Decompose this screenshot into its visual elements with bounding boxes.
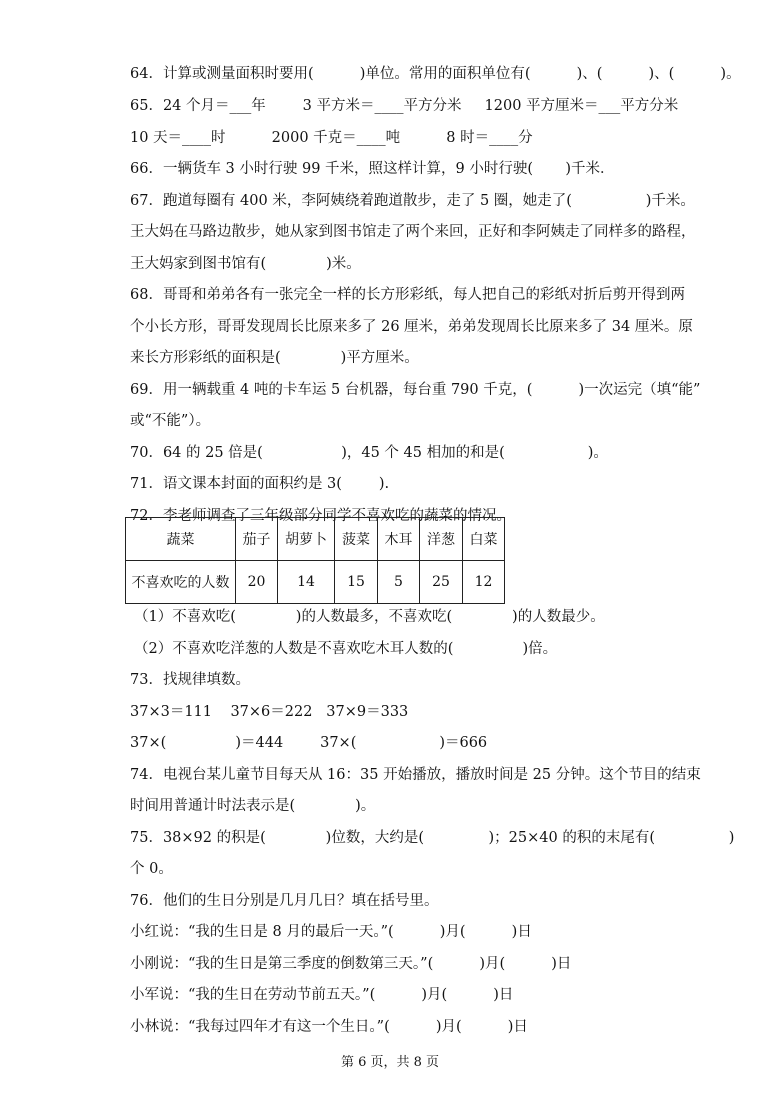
vegetable-survey-table bbox=[125, 517, 505, 604]
question-76-xiaogang: 小刚说：“我的生日是第三季度的倒数第三天。”( )月( )日 bbox=[130, 956, 572, 972]
table-row bbox=[126, 561, 505, 604]
question-72-sub-2: （2）不喜欢吃洋葱的人数是不喜欢吃木耳人数的( )倍。 bbox=[134, 641, 558, 657]
question-64-line: 64．计算或测量面积时要用( )单位。常用的面积单位有( )、( )、( )。 bbox=[130, 66, 741, 82]
question-73-blanks: 37×( )＝444 37×( )＝666 bbox=[130, 735, 488, 751]
question-68-line-2: 个小长方形，哥哥发现周长比原来多了 26 厘米，弟弟发现周长比原来多了 34 厘米。原 bbox=[130, 319, 693, 335]
table-cell: 12 bbox=[463, 561, 505, 604]
table-cell: 白菜 bbox=[463, 518, 505, 561]
question-68-line-1: 68．哥哥和弟弟各有一张完全一样的长方形彩纸，每人把自己的彩纸对折后剪开得到两 bbox=[130, 287, 685, 303]
table-cell: 洋葱 bbox=[420, 518, 463, 561]
table-cell: 14 bbox=[278, 561, 335, 604]
question-75-line-1: 75．38×92 的积是( )位数，大约是( )；25×40 的积的末尾有( ) bbox=[130, 830, 735, 846]
question-74-line-2: 时间用普通计时法表示是( )。 bbox=[130, 798, 376, 814]
question-73-line: 73．找规律填数。 bbox=[130, 672, 250, 688]
table-cell: 5 bbox=[378, 561, 420, 604]
question-76-xiaohong: 小红说：“我的生日是 8 月的最后一天。”( )月( )日 bbox=[130, 924, 532, 940]
table-cell: 15 bbox=[335, 561, 378, 604]
page-footer: 第 6 页，共 8 页 bbox=[340, 1055, 440, 1070]
table-cell: 蔬菜 bbox=[126, 518, 236, 561]
question-65-line-2: 10 天＝____时 2000 千克＝____吨 8 时＝____分 bbox=[130, 130, 533, 146]
question-72-line: 72．李老师调查了三年级部分同学不喜欢吃的蔬菜的情况。 bbox=[130, 508, 511, 524]
question-73-pattern: 37×3＝111 37×6＝222 37×9＝333 bbox=[130, 704, 409, 720]
question-67-line-2: 王大妈在马路边散步，她从家到图书馆走了两个来回，正好和李阿姨走了同样多的路程， bbox=[130, 224, 696, 240]
table-cell: 茄子 bbox=[236, 518, 278, 561]
question-74-line-1: 74．电视台某儿童节目每天从 16：35 开始播放，播放时间是 25 分钟。这个节目的结束 bbox=[130, 767, 701, 783]
table-cell: 胡萝卜 bbox=[278, 518, 335, 561]
question-69-line-1: 69．用一辆载重 4 吨的卡车运 5 台机器，每台重 790 千克，( )一次运完（填“能” bbox=[130, 382, 701, 398]
table-cell: 25 bbox=[420, 561, 463, 604]
table-header-row bbox=[126, 518, 505, 561]
table-cell: 菠菜 bbox=[335, 518, 378, 561]
question-76-xiaojun: 小军说：“我的生日在劳动节前五天。”( )月( )日 bbox=[130, 987, 514, 1003]
question-76-xiaolin: 小林说：“我每过四年才有这一个生日。”( )月( )日 bbox=[130, 1019, 528, 1035]
table-cell: 20 bbox=[236, 561, 278, 604]
question-65-line-1: 65．24 个月＝___年 3 平方米＝____平方分米 1200 平方厘米＝___平方分米 bbox=[130, 98, 679, 114]
question-69-line-2: 或“不能”）。 bbox=[130, 413, 211, 429]
question-71-line: 71．语文课本封面的面积约是 3( ). bbox=[130, 476, 390, 492]
table-cell: 不喜欢吃的人数 bbox=[126, 561, 236, 604]
question-76-line: 76．他们的生日分别是几月几日？填在括号里。 bbox=[130, 893, 439, 909]
question-72-sub-1: （1）不喜欢吃( )的人数最多，不喜欢吃( )的人数最少。 bbox=[134, 609, 605, 625]
question-68-line-3: 来长方形彩纸的面积是( )平方厘米。 bbox=[130, 350, 419, 366]
question-75-line-2: 个 0。 bbox=[130, 861, 173, 877]
question-67-line-1: 67．跑道每圈有 400 米，李阿姨绕着跑道散步，走了 5 圈，她走了( )千米。 bbox=[130, 193, 695, 209]
table-cell: 木耳 bbox=[378, 518, 420, 561]
question-67-line-3: 王大妈家到图书馆有( )米。 bbox=[130, 256, 361, 272]
question-66-line: 66．一辆货车 3 小时行驶 99 千米，照这样计算，9 小时行驶( )千米． bbox=[130, 161, 615, 177]
question-70-line: 70．64 的 25 倍是( )，45 个 45 相加的和是( )。 bbox=[130, 445, 608, 461]
